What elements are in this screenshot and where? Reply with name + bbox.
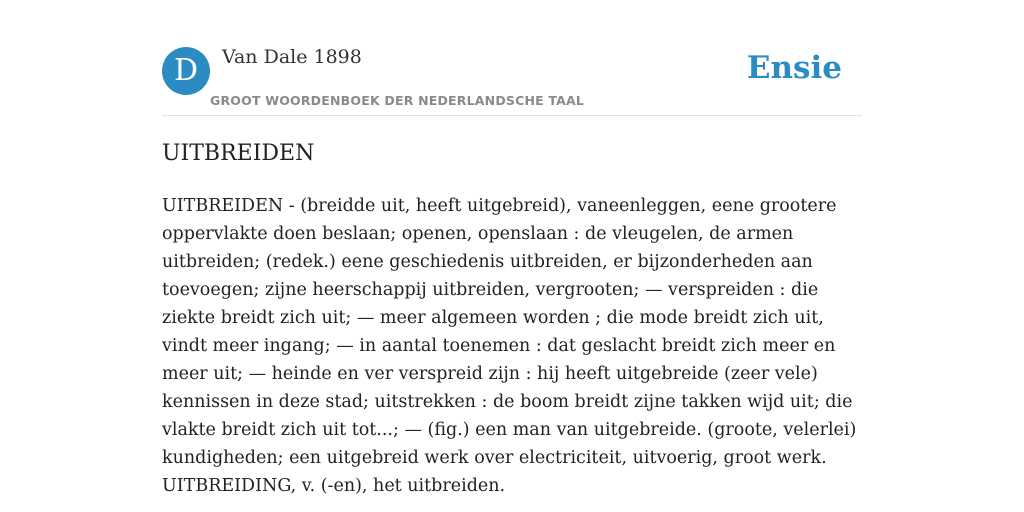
entry-definition: UITBREIDEN - (breidde uit, heeft uitgebreid), vaneenleggen, eene grootere oppervlakte doen beslaan; openen, openslaan : de vleugelen, de armen uitbreiden; (redek.) eene geschiedenis uitbreiden, er bijzonderheden aan toevoegen; zijne heerschappij uitbreiden, vergrooten; — verspreiden : die ziekte breidt zich uit; — meer algemeen worden ; die mode breidt zich uit, vindt meer ingang; — in aantal toenemen : dat geslacht breidt zich meer en meer uit; — heinde en ver verspreid zijn : hij heeft uitgebreide (zeer vele) kennissen in deze stad; uitstrekken : de boom breidt zijne takken wijd uit; die vlakte breidt zich uit tot...; — (fig.) een man van uitgebreide. (groote, velerlei) kundigheden; een uitgebreid werk over electriciteit, uitvoerig, groot werk. UITBREIDING, v. (-en), het uitbreiden. (162, 196, 857, 496)
header-divider (162, 115, 862, 116)
entry-page (162, 0, 862, 512)
entry-headword: UITBREIDEN (162, 141, 315, 166)
source-subtitle: GROOT WOORDENBOEK DER NEDERLANDSCHE TAAL (210, 93, 585, 108)
source-title[interactable]: Van Dale 1898 (222, 46, 362, 68)
brand-logo[interactable]: Ensie (746, 50, 842, 86)
source-logo-icon: D (162, 47, 210, 95)
